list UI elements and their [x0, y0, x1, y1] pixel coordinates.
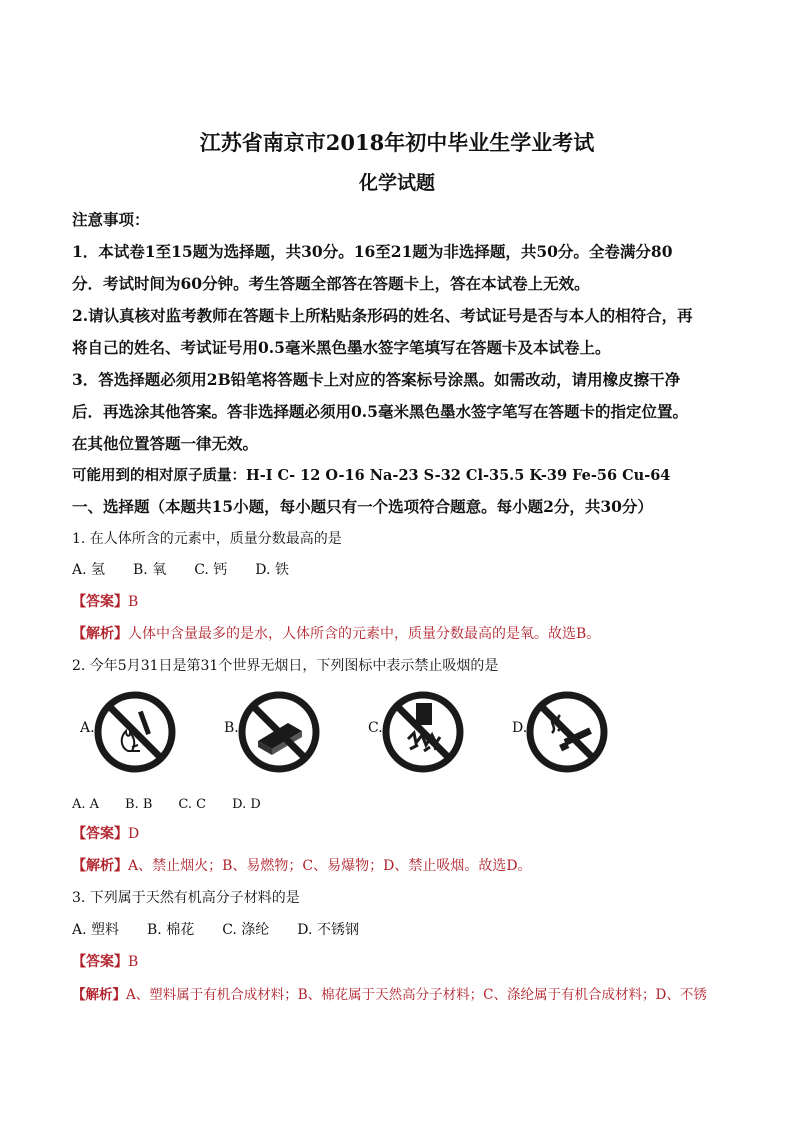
question-2-analysis — [72, 855, 532, 875]
question-3-options: A. 塑料 B. 棉花 C. 涤纶 D. 不锈钢 — [72, 922, 359, 938]
question-1-stem: 1. 在人体所含的元素中，质量分数最高的是 — [72, 531, 342, 547]
question-3-stem: 3. 下列属于天然有机高分子材料的是 — [72, 890, 300, 906]
sign-option-a — [80, 689, 190, 769]
question-2-answer — [72, 823, 139, 843]
question-1-analysis — [72, 623, 600, 643]
question-2-options: A. A B. B C. C D. D — [72, 797, 261, 812]
question-3-analysis — [72, 983, 707, 1003]
analysis-tag: 【解析】 — [72, 858, 128, 874]
analysis-text: A、塑料属于有机合成材料；B、棉花属于天然高分子材料；C、涤纶属于有机合成材料；D、不锈 — [126, 987, 707, 1003]
answer-value: B — [128, 594, 139, 610]
atomic-mass-line: 可能用到的相对原子质量：H-I C- 12 O-16 Na-23 S-32 Cl-35.5 K-39 Fe-56 Cu-64 — [72, 467, 671, 484]
analysis-text: A、禁止烟火；B、易燃物；C、易爆物；D、禁止吸烟。故选D。 — [128, 858, 532, 874]
no-explosive-icon — [380, 689, 466, 775]
section-heading: 一、选择题（本题共15小题，每小题只有一个选项符合题意。每小题2分，共30分） — [72, 497, 653, 516]
notice-line: 分．考试时间为60分钟。考生答题全部答在答题卡上，答在本试卷上无效。 — [72, 274, 590, 293]
sign-option-c — [368, 689, 478, 769]
no-smoking-icon — [524, 689, 610, 775]
notice-line: 后．再选涂其他答案。答非选择题必须用0.5毫米黑色墨水签字笔写在答题卡的指定位置。 — [72, 402, 688, 421]
sign-option-b — [224, 689, 334, 769]
analysis-tag: 【解析】 — [72, 987, 126, 1003]
answer-value: B — [128, 954, 139, 970]
analysis-text: 人体中含量最多的是水，人体所含的元素中，质量分数最高的是氧。故选B。 — [128, 626, 601, 642]
notice-line: 在其他位置答题一律无效。 — [72, 434, 259, 453]
sign-label: A. — [80, 720, 95, 736]
notice-line: 1．本试卷1至15题为选择题，共30分。16至21题为非选择题，共50分。全卷满分80 — [72, 242, 673, 261]
notice-line: 3．答选择题必须用2B铅笔将答题卡上对应的答案标号涂黑。如需改动，请用橡皮擦干净 — [72, 370, 681, 389]
answer-value: D — [128, 826, 140, 842]
sign-label: D. — [512, 720, 528, 736]
question-2-stem: 2. 今年5月31日是第31个世界无烟日，下列图标中表示禁止吸烟的是 — [72, 658, 499, 674]
sign-label: C. — [368, 720, 383, 736]
exam-subtitle: 化学试题 — [358, 172, 435, 194]
analysis-tag: 【解析】 — [72, 626, 128, 642]
notice-line: 2.请认真核对监考教师在答题卡上所粘贴条形码的姓名、考试证号是否与本人的相符合，再 — [72, 306, 693, 325]
answer-tag: 【答案】 — [72, 954, 128, 970]
question-1-answer — [72, 591, 138, 611]
notice-heading: 注意事项： — [72, 210, 150, 229]
exam-title: 江苏省南京市2018年初中毕业生学业考试 — [199, 130, 595, 155]
no-fire-icon — [92, 689, 178, 775]
answer-tag: 【答案】 — [72, 594, 128, 610]
no-flammable-icon — [236, 689, 322, 775]
question-3-answer — [72, 951, 138, 971]
notice-line: 将自己的姓名、考试证号用0.5毫米黑色墨水签字笔填写在答题卡及本试卷上。 — [72, 338, 611, 357]
sign-option-d — [512, 689, 622, 769]
question-1-options: A. 氢 B. 氧 C. 钙 D. 铁 — [72, 562, 289, 578]
answer-tag: 【答案】 — [72, 826, 128, 842]
sign-label: B. — [224, 720, 239, 736]
